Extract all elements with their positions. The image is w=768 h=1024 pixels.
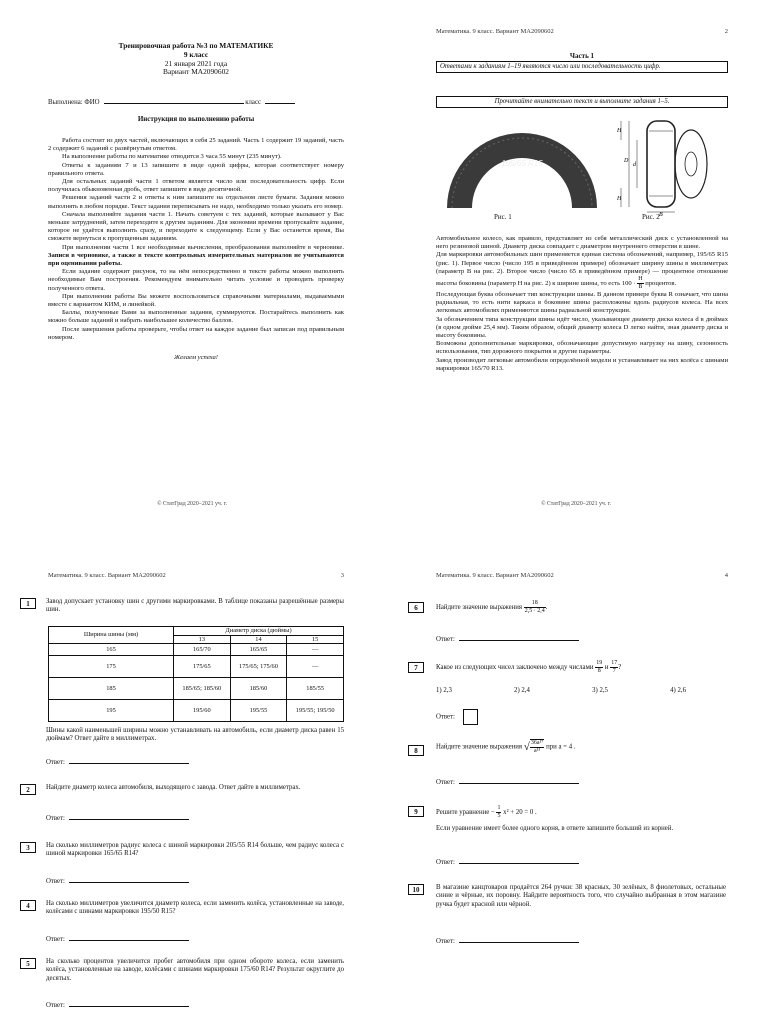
table-cell: 165/65	[230, 644, 287, 656]
instructions	[48, 137, 344, 362]
tyre-text	[436, 235, 728, 373]
q9-label: Решите уравнение	[436, 809, 490, 817]
header-text: Математика. 9 класс. Вариант МА2090602	[436, 28, 554, 35]
answer-row-7	[436, 709, 478, 725]
table-cell: 185/65; 185/60	[174, 678, 231, 700]
frac-denominator: 2,5 · 2,4	[524, 608, 545, 614]
q9-note: Если уравнение имеет более одного корня, в ответе запишите больший из корней.	[436, 825, 674, 832]
instr-para: После завершения работы проверьте, чтобы ответ на каждое задание был записан под правильным номером.	[48, 325, 344, 341]
dim-label-h-bottom: H	[617, 196, 622, 202]
answer-label: Ответ:	[436, 859, 455, 866]
page-3	[0, 512, 384, 1024]
sqrt-icon: √	[523, 740, 530, 753]
page-1	[0, 0, 384, 512]
answer-row-8	[436, 777, 579, 786]
tyre-section	[647, 121, 675, 207]
question-number-4: 4	[20, 900, 36, 911]
page-footer: © СтатГрад 2020−2021 уч. г.	[541, 501, 611, 507]
title-block	[48, 42, 344, 77]
table-cell: 195/55; 195/50	[287, 700, 344, 722]
header-text: Математика. 9 класс. Вариант МА2090602	[436, 572, 554, 579]
option-4[interactable]: 4) 2,6	[670, 687, 686, 694]
table-cell: 175/65; 175/60	[230, 656, 287, 678]
text-para: Последующая буква обозначает тип конструкции шины. В данном примере буква R означает, что шина радиальная, то есть нити каркаса в боковине шины расположены вдоль радиусов колеса. На всех легковых автомобилях применяются шины радиальной конструкции.	[436, 291, 728, 315]
q5-text: На сколько процентов увеличится пробег автомобиля при одном обороте колеса, если заменить колёса, установленные на заводе, колёсами с шинами маркировки 175/60 R14? Результат округлите до десятых.	[46, 958, 344, 982]
instr-para: При выполнении работы Вы можете воспользоваться справочными материалами, выдаваемыми вместе с вариантом КИМ, и линейкой.	[48, 292, 344, 309]
answer-label: Ответ:	[436, 636, 455, 643]
frac-numerator: 1	[497, 805, 501, 811]
table-cell: 175	[49, 656, 174, 678]
table-header: Диаметр диска (дюймы)	[174, 627, 344, 636]
answer-field-9[interactable]	[459, 857, 579, 864]
table-header: 15	[287, 635, 344, 644]
header-text: Математика. 9 класс. Вариант МА2090602	[48, 572, 166, 579]
doc-grade: 9 класс	[183, 49, 209, 59]
text-para: Возможны дополнительные маркировки, обозначающие допустимую нагрузку на шину, сезонность использования, тип дорожного покрытия и другие параметры.	[436, 340, 728, 356]
page-number: 3	[340, 572, 344, 579]
answer-field-10[interactable]	[459, 936, 579, 943]
instr-title: Инструкция по выполнению работы	[137, 115, 255, 123]
page-number: 2	[724, 28, 728, 35]
question-number-1: 1	[20, 598, 36, 609]
text-part: процентов.	[645, 280, 677, 288]
question-number-2: 2	[20, 784, 36, 795]
page-2	[384, 0, 768, 512]
instr-plain: При выполнении части 1 все необходимые вычисления, преобразования выполняйте в черновике.	[62, 243, 344, 251]
answer-label: Ответ:	[436, 779, 455, 786]
q4-text: На сколько миллиметров увеличится диаметр колеса, если заменить колёса, установленные на заводе, колёсами с шинами маркировки 195/50 R15?	[46, 900, 344, 916]
text-part: Для маркировки автомобильных шин применяется единая система обозначений, например, 195/65 R15 (рис. 1). Первое число (число 195 в приведённом примере) обозначает ширину шины в миллиметрах (параметр B на рис. 2). Второе число (число 65 в приведённом примере) — процентное отношение высоты боковины (параметр H на рис. 2) к ширине шины, то есть 100 ·	[436, 251, 728, 288]
table-cell: 165/70	[174, 644, 231, 656]
wheel-section-figure	[609, 116, 719, 216]
table-cell: 185/60	[230, 678, 287, 700]
table-row	[49, 678, 344, 700]
frac-denominator: a¹³	[533, 748, 541, 754]
class-field[interactable]	[265, 97, 295, 104]
frac-denominator: 7	[612, 668, 616, 674]
part-title: Часть 1	[569, 52, 595, 60]
answer-label: Ответ:	[46, 878, 65, 885]
instr-para	[48, 244, 344, 269]
q7-and: и	[604, 664, 609, 672]
fio-field[interactable]	[104, 97, 244, 104]
fio-label: Выполнена: ФИО	[48, 99, 100, 106]
q8-radicand	[530, 739, 545, 755]
table-cell: —	[287, 656, 344, 678]
q7-label: Какое из следующих чисел заключено между числами	[436, 664, 594, 672]
answer-label: Ответ:	[46, 815, 65, 822]
page-4	[384, 512, 768, 1024]
answer-label: Ответ:	[436, 938, 455, 945]
q3-text: На сколько миллиметров радиус колеса с шиной маркировки 205/55 R14 больше, чем радиус колеса с шиной маркировки 165/65 R14?	[46, 842, 344, 858]
instr-para: Ответы к заданиям 7 и 13 запишите в виде одной цифры, которая соответствует номеру правильного ответа.	[48, 161, 344, 177]
answer-field-3[interactable]	[69, 876, 189, 883]
instr-para: Работа состоит из двух частей, включающих в себя 25 заданий. Часть 1 содержит 19 заданий, часть 2 содержит 6 заданий с развёрнутым ответом.	[48, 137, 344, 153]
disk-section	[675, 130, 707, 198]
answer-field-8[interactable]	[459, 777, 579, 784]
frac-numerator: 19	[596, 660, 603, 666]
q8-fraction	[530, 740, 545, 755]
table-cell: 165	[49, 644, 174, 656]
answer-field-2[interactable]	[69, 813, 189, 820]
q9-text: Решите уравнение − $\frac{1}{5}$ x² + 20 = 0 .	[436, 805, 537, 819]
question-number-10: 10	[408, 884, 424, 895]
tyre-shape	[447, 133, 597, 208]
question-number-9: 9	[408, 806, 424, 817]
frac-numerator: 36a¹⁷	[530, 740, 544, 746]
tyre-figure	[442, 118, 602, 210]
class-label: класс	[245, 99, 261, 106]
wish-text: Желаем успеха!	[174, 354, 218, 362]
table-row	[49, 700, 344, 722]
instr-para: Баллы, полученные Вами за выполненные задания, суммируются. Постарайтесь выполнить как можно больше заданий и набрать наибольшее количество баллов.	[48, 309, 344, 325]
q8-tail: при a = 4 .	[546, 743, 576, 751]
q7-fraction-2	[610, 660, 618, 675]
q6-text: Найдите значение выражения $\frac{18}{2,5 \cdot 2,4}$ .	[436, 600, 548, 614]
table-row	[49, 644, 344, 656]
q7-fraction-1	[595, 660, 603, 675]
dim-label-h-top: H	[617, 128, 622, 134]
q2-text: Найдите диаметр колеса автомобиля, выходящего с завода. Ответ дайте в миллиметрах.	[46, 784, 301, 791]
read-note: Прочитайте внимательно текст и выполните задания 1–5.	[436, 96, 728, 108]
question-number-6: 6	[408, 602, 424, 613]
frac-denominator: B	[638, 284, 643, 291]
answer-row-9	[436, 857, 579, 866]
doc-date: 21 января 2021 года	[164, 58, 228, 68]
frac-numerator: 18	[524, 600, 546, 608]
table-header: 13	[174, 635, 231, 644]
h-over-b-fraction	[637, 276, 643, 291]
answer-row-4	[46, 934, 189, 943]
table-header: 14	[230, 635, 287, 644]
frac-numerator: H	[638, 276, 643, 283]
answer-field-1[interactable]	[69, 757, 189, 764]
dim-label-D: D	[624, 158, 629, 164]
table-header: Ширина шины (мм)	[49, 627, 174, 644]
q7-options	[436, 687, 726, 695]
fig2-caption: Рис. 2	[642, 213, 660, 221]
fig1-caption: Рис. 1	[494, 213, 512, 221]
option-2[interactable]: 2) 2,4	[514, 687, 530, 694]
table-cell: 195/60	[174, 700, 231, 722]
doc-title: Тренировочная работа №3 по МАТЕМАТИКЕ	[118, 41, 274, 50]
answer-row-1	[46, 757, 189, 766]
answer-label: Ответ:	[46, 1002, 65, 1009]
question-number-3: 3	[20, 842, 36, 853]
page-header	[436, 28, 728, 35]
page-header	[48, 572, 344, 579]
tyre-marking: 195/65 R15	[501, 159, 543, 168]
doc-variant: Вариант МА2090602	[163, 67, 229, 77]
answer-row-3	[46, 876, 189, 885]
tyre-sizes-table	[48, 626, 344, 722]
q9-equation: x² + 20 = 0 .	[503, 809, 537, 817]
page-number: 4	[724, 572, 728, 579]
dim-label-d: d	[633, 162, 636, 168]
option-3[interactable]: 3) 2,5	[592, 687, 608, 694]
option-1[interactable]: 1) 2,3	[436, 687, 452, 694]
frac-denominator: 5	[497, 813, 501, 819]
table-cell: 185	[49, 678, 174, 700]
page-footer: © СтатГрад 2020−2021 уч. г.	[157, 501, 227, 507]
frac-denominator: 8	[597, 668, 601, 674]
table-row	[49, 656, 344, 678]
answer-label: Ответ:	[46, 936, 65, 943]
instr-para: На выполнение работы по математике отводится 3 часа 55 минут (235 минут).	[62, 153, 282, 161]
text-para: Автомобильное колесо, как правило, представляет из себя металлический диск с установленной на него резиновой шиной. Диаметр диска совпадает с диаметром внутреннего отверстия в шине.	[436, 235, 728, 251]
part-note: Ответами к заданиям 1–19 являются число или последовательность цифр.	[436, 61, 728, 73]
frac-numerator: 17	[611, 660, 618, 666]
text-para	[436, 251, 728, 291]
question-number-5: 5	[20, 958, 36, 969]
q8-label: Найдите значение выражения	[436, 743, 523, 751]
answer-row-6	[436, 634, 579, 643]
instr-bold: Записи в черновике, а также в тексте контрольных измерительных материалов не учитываются при оценивании работы.	[48, 251, 344, 268]
answer-label: Ответ:	[436, 713, 455, 721]
q9-fraction	[496, 805, 501, 820]
instr-para: Сначала выполняйте задания части 1. Начать советуем с тех заданий, которые вызывают у Вас меньше затруднений, затем переходите к другим заданиям. Для экономии времени пропускайте задание, которое не удаётся выполнить сразу, и переходите к следующему. Если у Вас останется время, Вы сможете вернуться к пропущенным заданиям.	[48, 210, 344, 243]
q8-text	[436, 739, 726, 755]
q7-text: Какое из следующих чисел заключено между числами $\frac{19}{8}$ и $\frac{17}{7}$ ?	[436, 660, 622, 674]
answer-row-2	[46, 813, 189, 822]
table-cell: —	[287, 644, 344, 656]
table-cell: 175/65	[174, 656, 231, 678]
answer-field-4[interactable]	[69, 934, 189, 941]
text-para: За обозначением типа конструкции шины идёт число, указывающее диаметр диска колеса d в дюймах (в одном дюйме 25,4 мм). Таким образом, общий диаметр колеса D легко найти, зная диаметр диска и высоту боковины.	[436, 315, 728, 340]
dim-label-b: B	[659, 212, 663, 216]
instr-para: Решения заданий части 2 и ответы к ним запишите на отдельном листе бумаги. Задания можно выполнять в любом порядке. Текст задания переписывать не надо, необходимо только указать его номер.	[48, 194, 344, 210]
table-cell: 195/55	[230, 700, 287, 722]
instr-para: Если задание содержит рисунок, то на нём непосредственно в тексте работы можно выполнять необходимые Вам построения. Рекомендуем внимательно читать условие и проводить проверку полученного ответа.	[48, 268, 344, 292]
answer-label: Ответ:	[46, 759, 65, 766]
q1-question: Шины какой наименьшей ширины можно устанавливать на автомобиль, если диаметр диска равен 15 дюймам? Ответ дайте в миллиметрах.	[46, 727, 344, 743]
q1-intro: Завод допускает установку шин с другими маркировками. В таблице показаны разрешённые размеры шин.	[46, 598, 344, 614]
answer-box-7[interactable]	[463, 709, 478, 725]
answer-row-10	[436, 936, 579, 945]
q6-label: Найдите значение выражения	[436, 604, 523, 612]
table-cell: 195	[49, 700, 174, 722]
answer-row-5	[46, 1000, 189, 1009]
q6-fraction	[524, 600, 546, 615]
instr-para: Для остальных заданий части 1 ответом является число или последовательность цифр. Если получилась обыкновенная дробь, ответ запишите в виде десятичной.	[48, 178, 344, 194]
question-number-8: 8	[408, 745, 424, 756]
question-number-7: 7	[408, 662, 424, 673]
table-cell: 185/55	[287, 678, 344, 700]
q10-text: В магазине канцтоваров продаётся 264 ручки: 38 красных, 30 зелёных, 8 фиолетовых, остальные синие и чёрные, их поровну. Найдите вероятность того, что случайно выбранная в этом магазине ручка будет красной или чёрной.	[436, 884, 726, 908]
page-header	[436, 572, 728, 579]
text-para: Завод производит легковые автомобили определённой модели и устанавливает на них колёса с шинами маркировки 165/70 R13.	[436, 356, 728, 372]
fio-row	[48, 97, 344, 106]
answer-field-5[interactable]	[69, 1000, 189, 1007]
answer-field-6[interactable]	[459, 634, 579, 641]
